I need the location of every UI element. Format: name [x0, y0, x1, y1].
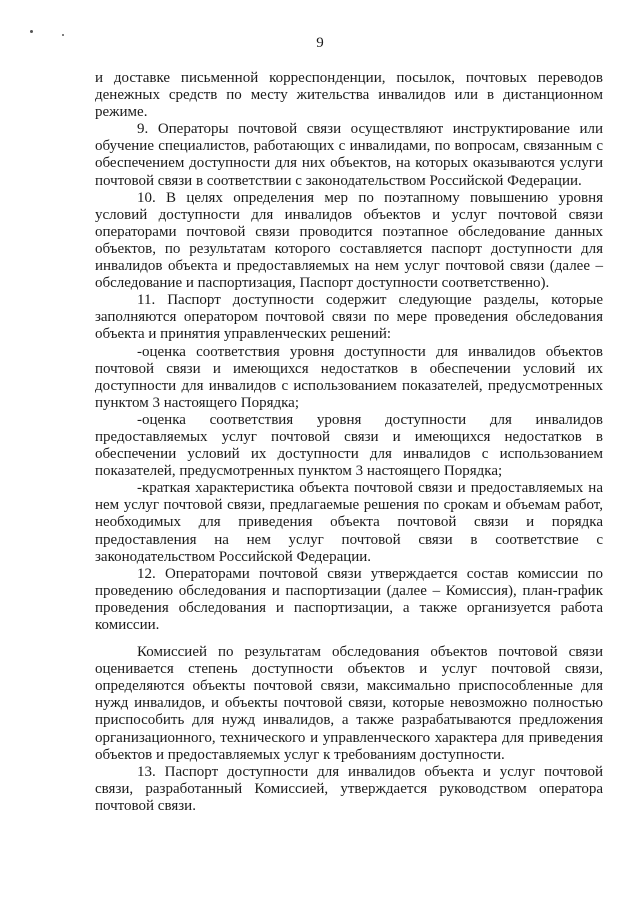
paragraph-item-10: 10. В целях определения мер по поэтапному повышению уровня условий доступности для инвалидов объектов и услуг почтовой связи операторами почтовой связи проводится поэтапное обследование данных объектов, по результатам которого составляется паспорт доступности для инвалидов объекта и предоставляемых на нем услуг почтовой связи (далее – обследование и паспортизация, Паспорт доступности соответственно).	[95, 189, 603, 292]
document-body	[95, 70, 603, 815]
paragraph-item-9: 9. Операторы почтовой связи осуществляют инструктирование или обучение специалистов, работающих с инвалидами, по вопросам, связанным с обеспечением доступности для них объектов, на которых оказываются услуги почтовой связи в соответствии с законодательством Российской Федерации.	[95, 121, 603, 189]
paragraph-item-13: 13. Паспорт доступности для инвалидов объекта и услуг почтовой связи, разработанный Комиссией, утверждается руководством оператора почтовой связи.	[95, 763, 603, 814]
paragraph-item-12: 12. Операторами почтовой связи утверждается состав комиссии по проведению обследования и паспортизации (далее – Комиссия), план-график проведения обследования и паспортизации, а также организуется работа комиссии.	[95, 565, 603, 633]
list-item-brief-characteristics: -краткая характеристика объекта почтовой связи и предоставляемых на нем услуг почтовой связи, предлагаемые решения по срокам и объемам работ, необходимых для приведения объекта почтовой связи и порядка предоставления на нем услуг почтовой связи в соответствие с законодательством Российской Федерации.	[95, 480, 603, 565]
page-number: 9	[316, 35, 324, 51]
list-item-services-assessment: -оценка соответствия уровня доступности для инвалидов предоставляемых услуг почтовой связи и имеющихся недостатков в обеспечении условий их доступности для инвалидов с использованием показателей, предусмотренных пунктом 3 настоящего Порядка;	[95, 411, 603, 480]
list-item-objects-assessment: -оценка соответствия уровня доступности для инвалидов объектов почтовой связи и имеющихся недостатков в обеспечении условий их доступности для инвалидов с использованием показателей, предусмотренных пунктом 3 настоящего Порядка;	[95, 343, 603, 411]
paragraph-continuation: и доставке письменной корреспонденции, посылок, почтовых переводов денежных средств по месту жительства инвалидов или в дистанционном режиме.	[95, 70, 603, 121]
paragraph-item-11: 11. Паспорт доступности содержит следующие разделы, которые заполняются оператором почтовой связи по мере проведения обследования объекта и принятия управленческих решений:	[95, 292, 603, 343]
paragraph-commission: Комиссией по результатам обследования объектов почтовой связи оценивается степень доступности объектов и услуг почтовой связи, определяются объекты почтовой связи, максимально приспособленные для нужд инвалидов, и объекты почтовой связи, которые невозможно полностью приспособить для нужд инвалидов, а также разрабатываются предложения организационного, технического и управленческого характера для приведения объектов и предоставляемых услуг к требованиям доступности.	[95, 644, 603, 763]
scan-speck	[30, 30, 33, 33]
